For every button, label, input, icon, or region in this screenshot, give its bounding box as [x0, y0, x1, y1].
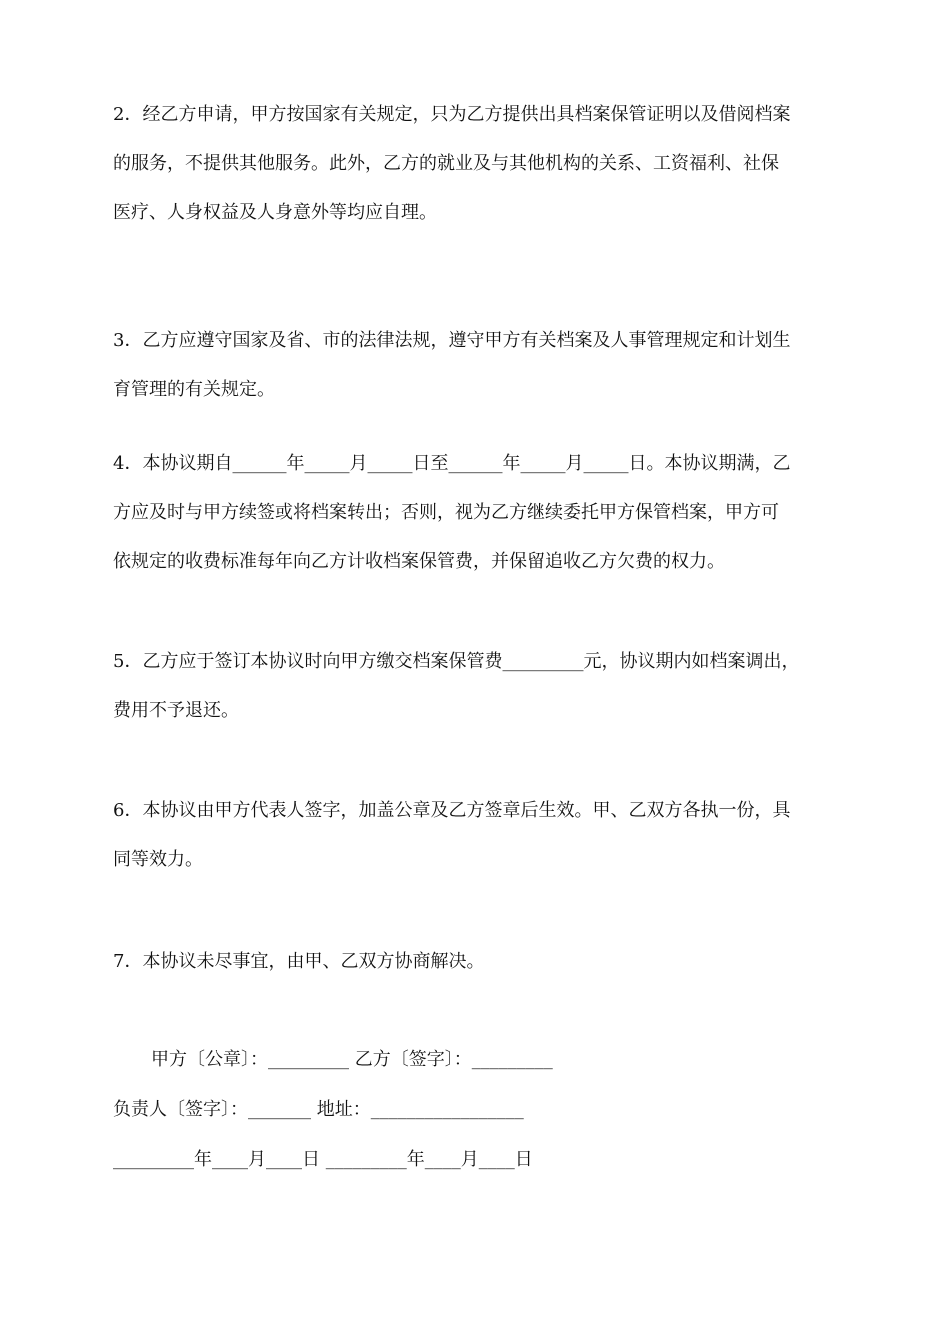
clause-line: 5．乙方应于签订本协议时向甲方缴交档案保管费_________元，协议期内如档案调出，	[113, 651, 800, 672]
clause-4	[113, 439, 853, 586]
clause-line: 6．本协议由甲方代表人签字，加盖公章及乙方签章后生效。甲、乙双方各执一份，具	[113, 800, 791, 821]
clause-line: 2．经乙方申请，甲方按国家有关规定，只为乙方提供出具档案保管证明以及借阅档案	[113, 104, 791, 125]
clause-line: 4．本协议期自______年_____月_____日至______年_____月_____日。本协议期满，乙	[113, 453, 791, 474]
clause-line: 7．本协议未尽事宜，由甲、乙双方协商解决。	[113, 951, 485, 972]
signature-responsible-line: 负责人〔签字〕：_______ 地址：_________________	[113, 1099, 524, 1120]
clause-line: 3．乙方应遵守国家及省、市的法律法规，遵守甲方有关档案及人事管理规定和计划生	[113, 330, 791, 351]
clause-7	[113, 937, 853, 986]
clause-6	[113, 786, 853, 884]
clause-line: 医疗、人身权益及人身意外等均应自理。	[113, 202, 437, 223]
clause-line: 同等效力。	[113, 849, 203, 870]
clause-3	[113, 316, 853, 414]
signature-date-line: _________年____月____日 _________年____月____日	[113, 1149, 533, 1170]
clause-line: 方应及时与甲方续签或将档案转出；否则，视为乙方继续委托甲方保管档案，甲方可	[113, 502, 779, 523]
clause-line: 的服务，不提供其他服务。此外，乙方的就业及与其他机构的关系、工资福利、社保	[113, 153, 779, 174]
clause-line: 费用不予退还。	[113, 700, 239, 721]
clause-line: 育管理的有关规定。	[113, 379, 275, 400]
clause-line: 依规定的收费标准每年向乙方计收档案保管费，并保留追收乙方欠费的权力。	[113, 551, 725, 572]
signature-party-line: 甲方〔公章〕：_________ 乙方〔签字〕：_________	[151, 1049, 553, 1070]
clause-5	[113, 637, 853, 735]
clause-2	[113, 90, 853, 237]
